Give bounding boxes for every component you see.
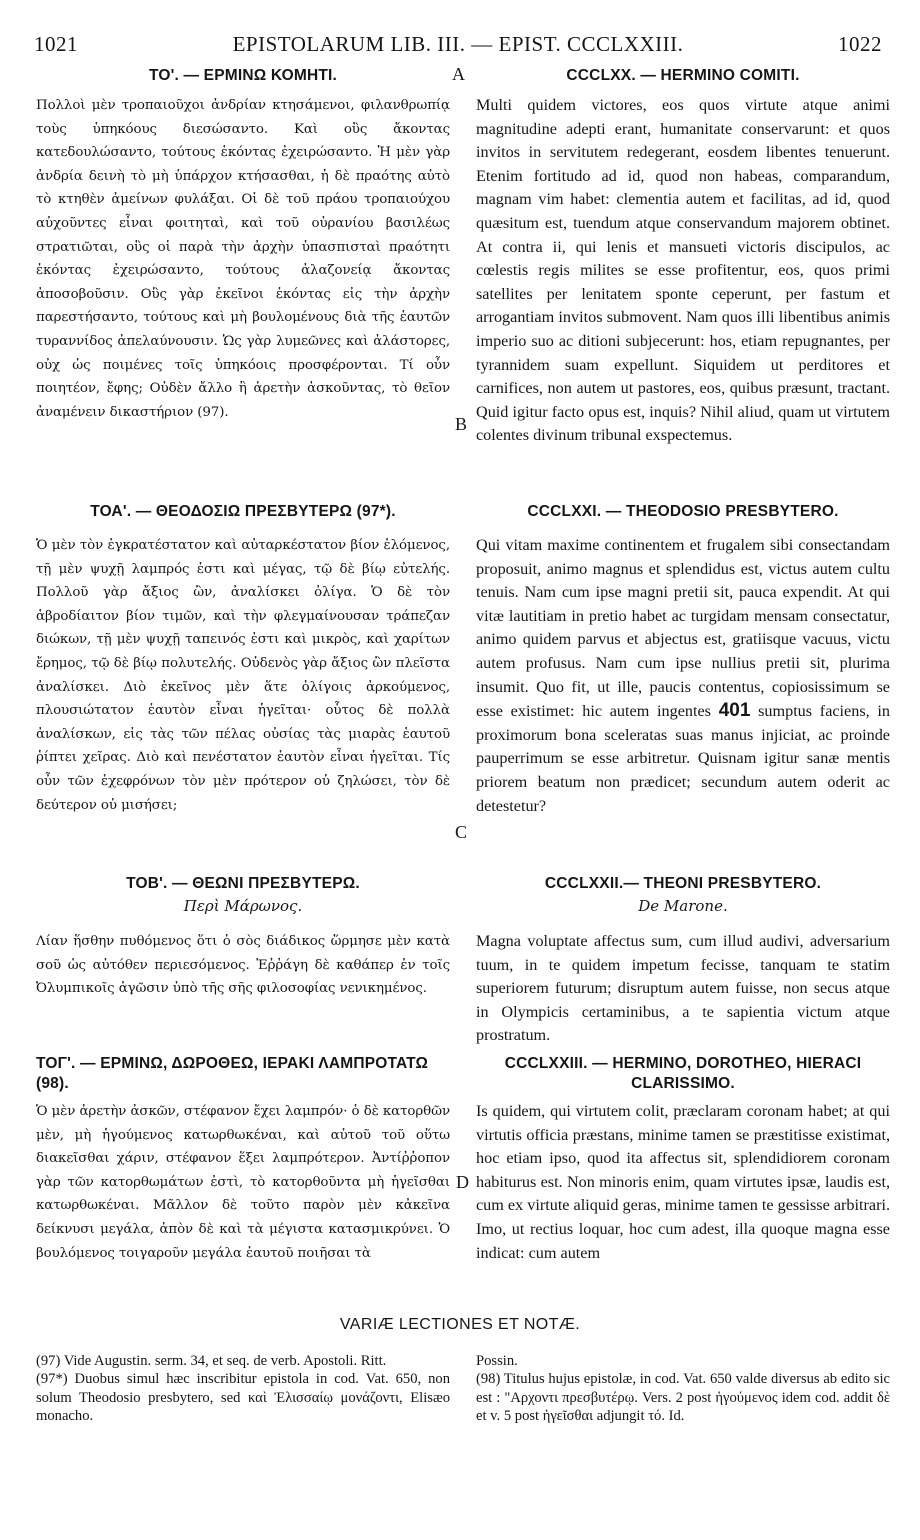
latin-heading-373: CCCLXXIII. — HERMINO, DOROTHEO, HIERACI CLARISSIMO. xyxy=(504,1055,862,1092)
page-number-left: 1021 xyxy=(34,32,78,56)
note-97-star: (97*) Duobus simul hæc inscribitur epistola in cod. Vat. 650, non solum Theodosio presbytero, sed καὶ Ἐλισσαίῳ μονάζοντι, Elisæo monacho. xyxy=(36,1371,450,1425)
greek-heading-371: ΤΟΑ'. — ΘΕΟΔΟΣΙΩ ΠΡΕΣΒΥΤΕΡΩ (97*). xyxy=(90,503,396,520)
greek-text-373: Ὁ μὲν ἀρετὴν ἀσκῶν, στέφανον ἔχει λαμπρόν· ὁ δὲ κατορθῶν μὲν, μὴ ἡγούμενος κατωρθωκέναι, καὶ αὐτοῦ τοῦ οὕτω διακεῖσθαι χάριν, στέφανον ἕξει λαμπρότερον. Ἀντίῤῥοπον γὰρ τῶν κατορθωμάτων ἐστὶ, τὸ κατορθοῦντα μὴ ἡγεῖσθαι κατωρθωκέναι. Μᾶλλον δὲ τοῦτο παρὸν μὲν κἀκεῖνα δείκνυσι μεγάλα, ἀπὸν δὲ καὶ τὰ μέγιστα κατασμικρύνει. Ὁ βουλόμενος τοιγαροῦν μεγάλα ἑαυτοῦ ποιῆσαι τὰ xyxy=(36,1104,450,1261)
notes-right-column xyxy=(476,1352,890,1426)
greek-subheading-372: Περὶ Μάρωνος. xyxy=(183,897,303,915)
latin-heading-372: CCCLXXII.— THEONI PRESBYTERO. xyxy=(544,875,822,892)
section-marker-b: B xyxy=(455,414,468,434)
section-marker-c: C xyxy=(455,822,468,842)
note-possin: Possin. xyxy=(476,1353,518,1369)
latin-text-372: Magna voluptate affectus sum, cum illud audivi, adversarium tuum, in te quidem impetum fecisse, tanquam te statim superiorem futurum; disruptum autem fuisse, non secus atque in Olympicis certaminibus, a te sapientia victum atque prostratum. xyxy=(476,932,890,1045)
latin-heading-370: CCCLXX. — HERMINO COMITI. xyxy=(566,67,800,84)
page-number-right: 1022 xyxy=(838,32,882,56)
latin-text-370: Multi quidem victores, eos quos virtute atque animi magnitudine adepti erant, humanitate conservarunt: et quos invitos in servitutem redegerant, eosdem libentes tenuerunt. Etenim fortitudo ad id, quod non habeas, comparandum, magnam vim habet: clementia autem et facilitas, ad id, quod quæsitum est, tuendum atque conservandum majorem obtinet. At contra ii, qui lenis et mansueti victoris discipulos, ac cœlestis regis milites se esse profitentur, eos, quos primi satellites per lenitatem sponte ceperunt, per fastum et arrogantiam invitos submovent. Nam quos illi libentibus animis imperio suo ac ditioni subjecerunt: hos, etiam repugnantes, per tyrannidem suam expellunt. Siquidem ut perditores et carnifices, non autem ut pastores, eos, quibus præsunt, tractant. Quid igitur facto opus est, inquis? Nihil aliud, quam ut virtutem colentes divinum tribunal exspectemus. xyxy=(476,96,890,445)
latin-subheading-372: De Marone. xyxy=(638,897,728,915)
latin-text-373: Is quidem, qui virtutem colit, præclaram coronam habet; at qui virtutis officia præstans, minime tamen se præstitisse existimat, hoc etiam ipso, quod ita affectus sit, splendidiorem coronam habiturus est. Non minoris enim, quam virtutes ipsæ, laudis est, cum ex virtute aliquid geras, minime tamen te gessisse arbitrari. Imo, ut rectius loquar, hoc cum adest, illa quoque magna esse indicat: cum autem xyxy=(476,1102,891,1262)
greek-heading-373: ΤΟΓ'. — ΕΡΜΙΝΩ, ΔΩΡΟΘΕΩ, ΙΕΡΑΚΙ ΛΑΜΠΡΟΤΑΤΩ (98). xyxy=(36,1055,429,1092)
greek-heading-370: ΤΟ'. — ΕΡΜΙΝΩ ΚΟΜΗΤΙ. xyxy=(148,67,338,84)
greek-heading-372: ΤΟΒ'. — ΘΕΩΝΙ ΠΡΕΣΒΥΤΕΡΩ. xyxy=(126,875,360,892)
section-marker-a: A xyxy=(452,64,465,84)
latin-heading-371: CCCLXXI. — THEODOSIO PRESBYTERO. xyxy=(527,503,839,520)
notes-left-column xyxy=(36,1352,450,1426)
running-title: EPISTOLARUM LIB. III. — EPIST. CCCLXXIII. xyxy=(232,32,684,56)
latin-text-371-part2: sumptus faciens, in proximorum bona sceleratas suas manus injiciat, ac proinde pauperrimum se esse arbitretur. Quisnam igitur sanæ mentis priorem beatum non prædicet; secundum autem oderit ac detestetur? xyxy=(476,702,890,815)
note-98: (98) Titulus hujus epistolæ, in cod. Vat. 650 valde diversus ab edito sic est : "Αρχοντι πρεσβυτέρῳ. Vers. 2 post ἡγούμενος idem cod. addit δὲ et v. 5 post ἡγεῖσθαι adjungit τό. Id. xyxy=(476,1371,890,1425)
greek-text-371: Ὁ μὲν τὸν ἐγκρατέστατον καὶ αὐταρκέστατον βίον ἑλόμενος, τῇ μὲν ψυχῇ λαμπρός ἐστι καὶ μέγας, τῷ δὲ βίῳ εὐτελής. Πολλοῦ γὰρ ἄξιος ὢν, ἀναλίσκει ὀλίγα. Ὁ δὲ τὸν ἁβροδίαιτον βίον τιμῶν, καὶ τὴν φλεγμαίνουσαν τράπεζαν διώκων, τῇ μὲν ψυχῇ ταπεινός ἐστι καὶ μικρὸς, καὶ χαρίτων ἔρημος, τῷ δὲ βίῳ πολυτελής. Οὐδενὸς γὰρ ἄξιος ὢν πλεῖστα ἀναλίσκει. Διὸ ἐκεῖνος μὲν ἅτε ὀλίγοις ἀρκούμενος, πλουσιώτατον ἑαυτὸν εἶναι ἡγεῖται· οὗτος δὲ πολλὰ ἀναλίσκων, εἰς τὰς τῶν πέλας οὐσίας τὰς μιαρὰς ἑαυτοῦ ῥίπτει χεῖρας. Διὸ καὶ πενέστατον ἑαυτὸν εἶναι ἡγεῖται. Τίς οὖν τῶν ἐχεφρόνων τὸν μὲν πρότερον οὐ ζηλώσει, τὸν δὲ δεύτερον οὐ μισήσει; xyxy=(36,538,450,813)
section-marker-d: D xyxy=(456,1172,469,1192)
note-97: (97) Vide Augustin. serm. 34, et seq. de verb. Apostoli. Ritt. xyxy=(36,1353,387,1369)
greek-text-372: Λίαν ἥσθην πυθόμενος ὅτι ὁ σὸς διάδικος ὥρμησε μὲν κατὰ σοῦ ὡς αὐτόθεν περιεσόμενος. Ἐῤῥάγη δὲ καθάπερ ἐν τοῖς Ὀλυμπικοῖς ἀγῶσιν ὑπὸ τῆς σῆς φιλοσοφίας νενικημένος. xyxy=(36,934,450,997)
inline-page-number: 401 xyxy=(718,700,751,722)
latin-text-371 xyxy=(476,534,890,818)
notes-heading: VARIÆ LECTIONES ET NOTÆ. xyxy=(339,1316,581,1333)
running-head xyxy=(34,32,882,58)
latin-text-371-part1: Qui vitam maxime continentem et frugalem sibi consectandam proposuit, animo magnus et splendidus est, victus autem cultu tenuis. Nam cum ipse magni pretii sit, pauca expendit. At qui vitæ lautitiam in pretio habet ac turgidam mensam consectatur, animo quidem parvus et abjectus est, gratiisque vacuus, victu autem profusus. Nam cum ipse nullius pretii sit, plurima insumit. Quo fit, ut ille, paucis contentus, copiosissimum se esse existimet: hic autem ingentes xyxy=(476,536,890,721)
greek-text-370: Πολλοὶ μὲν τροπαιοῦχοι ἀνδρίαν κτησάμενοι, φιλανθρωπίᾳ τοὺς ὑπηκόους διεσώσαντο. Καὶ οὓς ἄκοντας κατεδουλώσαντο, τούτους ἑκόντας ἐχειρώσαντο. Ἡ μὲν γὰρ ἀνδρία δεινὴ τὸ μὴ ὑπάρχον κτήσασθαι, ἡ δὲ πραότης αὐτὸ τὸ κτηθὲν ἀμείνων φυλάξαι. Οἱ δὲ τοῦ πράου τροπαιούχου αὐχοῦντες εἶναι φοιτηταὶ, καὶ τοῦ οὐρανίου βασιλέως στρατιῶται, οὓς οἱ παρὰ τὴν ἀρχὴν ὑπασπισταὶ πραότητι ἑκόντας ἐχειρώσαντο, τούτους ἀλαζονείᾳ ἄκοντας ἀποσοβοῦσιν. Οὓς γὰρ ἐκεῖνοι ἑκόντας εἰς τὴν ἀρχὴν παρεστήσαντο, τούτους καὶ μὴ βουλομένους διὰ τῆς ἑαυτῶν τυραννίδος ἀπελαύνουσιν. Ὡς γὰρ λυμεῶνες καὶ ἀλάστορες, οὐχ ὡς ποιμένες τοῖς ὑπηκόοις προσφέρονται. Τί οὖν ποιητέον, ἔφης; Οὐδὲν ἄλλο ἢ ἀρετὴν ἀσκοῦντας, τὸ θεῖον ἀναμένειν δικαστήριον (97). xyxy=(36,98,450,420)
